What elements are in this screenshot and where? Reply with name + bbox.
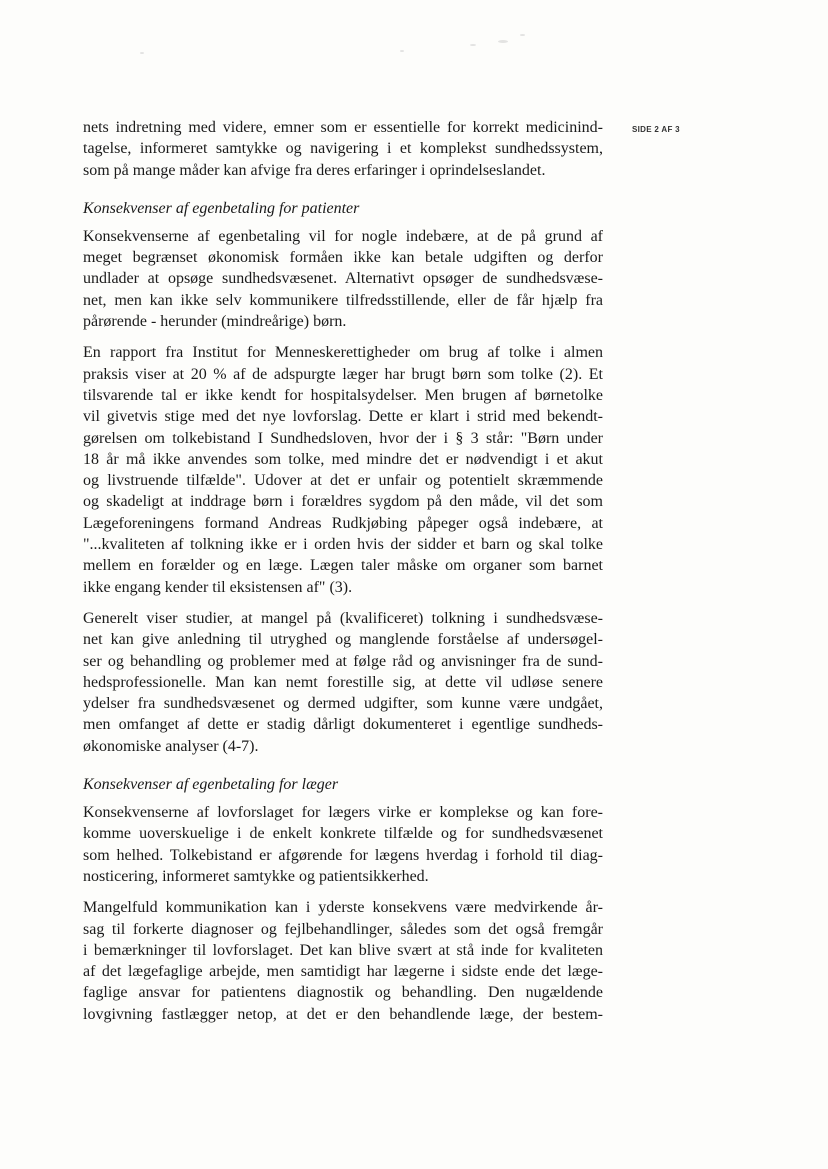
text-line: Konsekvenserne af lovforslaget for lægers virke er komplekse og kan fore- [83,804,603,822]
scan-speck [140,52,144,54]
text-line: men omfanget af dette er stadig dårligt dokumenteret i egentlige sundheds- [83,716,603,734]
section-heading: Konsekvenser af egenbetaling for læger [83,776,339,794]
text-line: lovgivning fastlægger netop, at det er den behandlende læge, der bestem- [83,1005,603,1023]
paragraph [83,117,603,181]
text-line: undlader at opsøge sundhedsvæsenet. Alternativt opsøger de sundhedsvæse- [83,270,603,288]
text-line: som helhed. Tolkebistand er afgørende for lægens hverdag i forhold til diag- [83,846,603,864]
page-number-marker: SIDE 2 AF 3 [632,125,680,134]
text-line: som på mange måder kan afvige fra deres erfaringer i oprindelseslandet. [83,161,546,179]
text-line: vil givetvis stige med det nye lovforslag. Dette er klart i strid med bekendt- [83,408,603,426]
text-line: net, men kan ikke selv kommunikere tilfredsstillende, eller de får hjælp fra [83,291,603,309]
text-line: af det lægefaglige arbejde, men samtidigt har lægerne i sidste ende det læge- [83,963,603,981]
document-body [83,117,603,1035]
text-line: praksis viser at 20 % af de adspurgte læger har brugt børn som tolke (2). Et [83,365,603,383]
paragraph [83,802,603,887]
scan-speck [498,40,508,43]
text-line: Konsekvenserne af egenbetaling vil for nogle indebære, at de på grund af [83,227,603,245]
text-line: pårørende - herunder (mindreårige) børn. [83,313,347,331]
paragraph [83,897,603,1025]
text-line: i bemærkninger til lovforslaget. Det kan blive svært at stå inde for kvaliteten [83,941,603,959]
text-line: faglige ansvar for patientens diagnostik og behandling. Den nugældende [83,984,603,1002]
text-line: hedsprofessionelle. Man kan nemt forestille sig, at dette vil udløse senere [83,673,603,691]
text-line: ser og behandling og problemer med at følge råd og anvisninger fra de sund- [83,652,603,670]
text-line: En rapport fra Institut for Menneskerettigheder om brug af tolke i almen [83,344,603,362]
text-line: økonomiske analyser (4-7). [83,737,259,755]
text-line: nets indretning med videre, emner som er essentielle for korrekt medicinind- [83,119,603,136]
text-line: Mangelfuld kommunikation kan i yderste konsekvens være medvirkende år- [83,899,603,917]
text-line: meget begrænset økonomisk formåen ikke kan betale udgiften og derfor [83,249,603,267]
text-line: tilsvarende tal er ikke kendt for hospitalsydelser. Men brugen af børnetolke [83,386,603,404]
text-line: sag til forkerte diagnoser og fejlbehandlinger, således som det også fremgår [83,920,603,938]
section-heading: Konsekvenser af egenbetaling for patienter [83,199,360,217]
text-line: 18 år må ikke anvendes som tolke, med mindre det er nødvendigt i et akut [83,450,603,468]
text-line: "...kvaliteten af tolkning ikke er i orden hvis der sidder et barn og skal tolke [83,536,603,554]
scan-speck [400,50,404,52]
paragraph [83,226,603,332]
text-line: Lægeforeningens formand Andreas Rudkjøbing påpeger også indebære, at [83,514,603,532]
text-line: tagelse, informeret samtykke og navigering i et komplekst sundhedssystem, [83,140,603,158]
text-line: komme uoverskuelige i de enkelt konkrete tilfælde og for sundhedsvæsenet [83,825,603,843]
text-line: mellem en forælder og en læge. Lægen taler måske om organer som barnet [83,557,603,575]
text-line: ydelser fra sundhedsvæsenet og dermed udgifter, som kunne være undgået, [83,695,603,713]
text-line: nosticering, informeret samtykke og patientsikkerhed. [83,867,429,885]
text-line: ikke engang kender til eksistensen af" (3). [83,578,353,596]
scan-speck [520,34,525,36]
text-line: og livstruende tilfælde". Udover at det er unfair og potentielt skræmmende [83,472,603,490]
paragraph [83,608,603,757]
text-line: net kan give anledning til utryghed og manglende forståelse af undersøgel- [83,631,603,649]
text-line: Generelt viser studier, at mangel på (kvalificeret) tolkning i sundhedsvæse- [83,609,603,627]
paragraph [83,342,603,598]
text-line: gørelsen om tolkebistand I Sundhedsloven, hvor der i § 3 står: "Børn under [83,429,603,447]
text-line: og skadeligt at inddrage børn i forældres sygdom på den måde, vil det som [83,493,603,511]
scan-speck [470,44,476,46]
